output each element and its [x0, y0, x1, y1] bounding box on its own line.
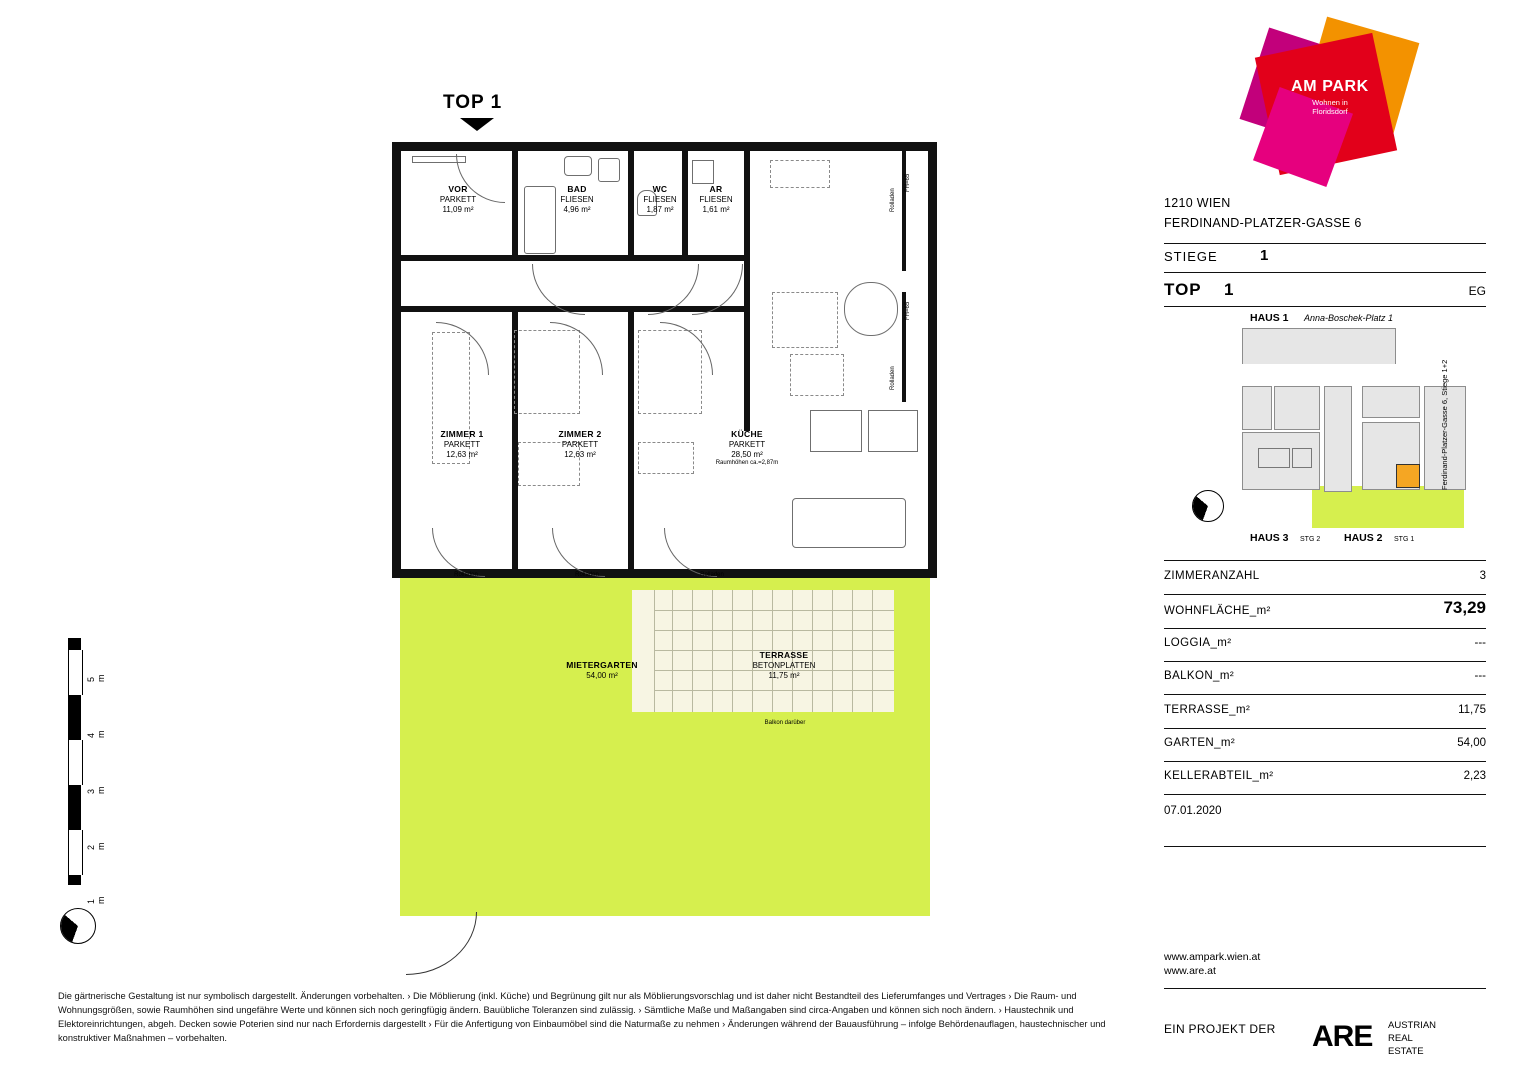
am-park-logo [1238, 14, 1428, 186]
are-logo-line2: REAL [1388, 1033, 1413, 1044]
are-logo-line1: AUSTRIAN [1388, 1020, 1437, 1031]
plan-direction-marker [460, 118, 494, 131]
room-label-zimmer2: ZIMMER 2 PARKETT 12,63 m² [558, 429, 602, 459]
fact-label-wohnflaeche: WOHNFLÄCHE_m² [1164, 605, 1271, 617]
rolladen-label-4: Rolladen [890, 188, 896, 212]
scale-tick-5m: 5 m [86, 674, 106, 682]
fh65-label-2: FH=65 [905, 301, 911, 320]
room-label-zimmer1: ZIMMER 1 PARKETT 12,63 m² [440, 429, 484, 459]
floor-plan-drawing [392, 142, 937, 932]
sitemap-haus3-label: HAUS 3 [1250, 532, 1289, 544]
fact-label-zimmeranzahl: ZIMMERANZAHL [1164, 570, 1260, 582]
sitemap [1234, 328, 1464, 528]
url-ampark[interactable]: www.ampark.wien.at [1164, 951, 1261, 963]
sitemap-haus2-sub: STG 1 [1394, 536, 1415, 543]
fact-label-balkon: BALKON_m² [1164, 670, 1235, 682]
fact-label-terrasse: TERRASSE_m² [1164, 704, 1251, 716]
info-panel [1164, 0, 1486, 1080]
url-are[interactable]: www.are.at [1164, 965, 1216, 978]
rolladen-label-2: Rolladen [575, 572, 599, 578]
fh65-label-1: FH=65 [905, 173, 911, 192]
sitemap-street-label: Ferdinand-Platzer-Gasse 6, Stiege 1+2 [1440, 359, 1449, 490]
balkon-darueber-note: Balkon darüber [764, 720, 806, 726]
fact-label-garten: GARTEN_m² [1164, 737, 1236, 749]
room-label-bad: BAD FLIESEN 4,96 m² [560, 184, 594, 214]
fact-value-zimmeranzahl: 3 [1479, 570, 1486, 582]
fact-value-balkon: --- [1474, 670, 1486, 682]
scale-tick-1m: 1 m [86, 896, 106, 904]
logo-sub1: Wohnen in [1312, 98, 1348, 107]
room-label-terrasse: TERRASSE BETONPLATTEN 11,75 m² [752, 650, 816, 680]
rolladen-label-5: Rolladen [890, 366, 896, 390]
projekt-label: EIN PROJEKT DER [1164, 1022, 1276, 1036]
are-logo-name: ARE [1312, 1020, 1373, 1053]
fact-label-kellerabteil: KELLERABTEIL_m² [1164, 770, 1274, 782]
logo-sub2: Floridsdorf [1312, 107, 1348, 117]
plan-date: 07.01.2020 [1164, 805, 1222, 817]
terrasse-edge [632, 590, 655, 712]
room-label-kueche: KÜCHE PARKETT 28,50 m² Raumhöhen ca.=2,87m [715, 429, 779, 466]
address-line-2: FERDINAND-PLATZER-GASSE 6 [1164, 216, 1362, 230]
scale-tick-3m: 3 m [86, 786, 106, 794]
rolladen-label-3: Rolladen [700, 572, 724, 578]
fact-value-terrasse: 11,75 [1458, 704, 1486, 716]
plan-top-title: TOP 1 [443, 92, 503, 113]
sitemap-haus3-sub: STG 2 [1300, 536, 1321, 543]
logo-title: AM PARK [1291, 78, 1369, 95]
room-label-ar: AR FLIESEN 1,61 m² [699, 184, 733, 214]
scale-tick-2m: 2 m [86, 842, 106, 850]
fact-value-kellerabteil: 2,23 [1463, 770, 1486, 782]
address-line-1: 1210 WIEN [1164, 196, 1231, 210]
sitemap-haus1-label: HAUS 1 [1250, 312, 1289, 324]
sitemap-haus2-label: HAUS 2 [1344, 532, 1383, 544]
room-label-mietergarten: MIETERGARTEN 54,00 m² [566, 660, 638, 680]
divider-bottom [1164, 988, 1486, 989]
fact-value-loggia: --- [1474, 637, 1486, 649]
scale-tick-4m: 4 m [86, 730, 106, 738]
floor-value: EG [1468, 284, 1486, 298]
top-label: TOP [1164, 280, 1202, 299]
rolladen-label-1: Rolladen [454, 572, 478, 578]
fact-value-garten: 54,00 [1457, 737, 1486, 749]
fact-label-loggia: LOGGIA_m² [1164, 637, 1232, 649]
fact-value-wohnflaeche: 73,29 [1443, 598, 1486, 617]
legal-footnote: Die gärtnerische Gestaltung ist nur symbolisch dargestellt. Änderungen vorbehalten. › Die Möblierung (inkl. Küche) und Begrünung gilt nur als Möblierungsvorschlag und ist daher nicht Bestandteil des Lieferumfanges und Vertrages › Die Raum- und Wohnungsgrößen, sowie Raumhöhen sind ungefähre Werte und können sich noch geringfügig ändern. Bauübliche Toleranzen sind zulässig. › Sämtliche Maße und Maßangaben sind circa-Angaben und können sich noch ändern. › Haustechnik und Elektoreinrichtungen, abgeh. Decken sowie Poterien sind nur nach Erfordernis dargestellt › Für die Anfertigung von Einbaumöbel sind die Naturmaße zu nehmen › Änderungen während der Bauausführung – infolge Behördenauflagen, haustechnischer und konstruktiver Maßnahmen – vorbehalten. [58, 991, 1106, 1043]
room-label-wc: WC FLIESEN 1,87 m² [643, 184, 677, 214]
compass-north-icon [60, 908, 96, 944]
urls-block [1164, 950, 1260, 978]
scale-bar [68, 638, 106, 904]
stiege-value: 1 [1260, 247, 1269, 264]
room-label-vor: VOR PARKETT 11,09 m² [439, 184, 477, 214]
top-value: 1 [1224, 280, 1234, 299]
stiege-label: STIEGE [1164, 249, 1218, 264]
sitemap-haus1-sub: Anna-Boschek-Platz 1 [1304, 313, 1394, 323]
sitemap-compass-icon [1192, 490, 1224, 522]
are-logo-line3: ESTATE [1388, 1046, 1424, 1057]
